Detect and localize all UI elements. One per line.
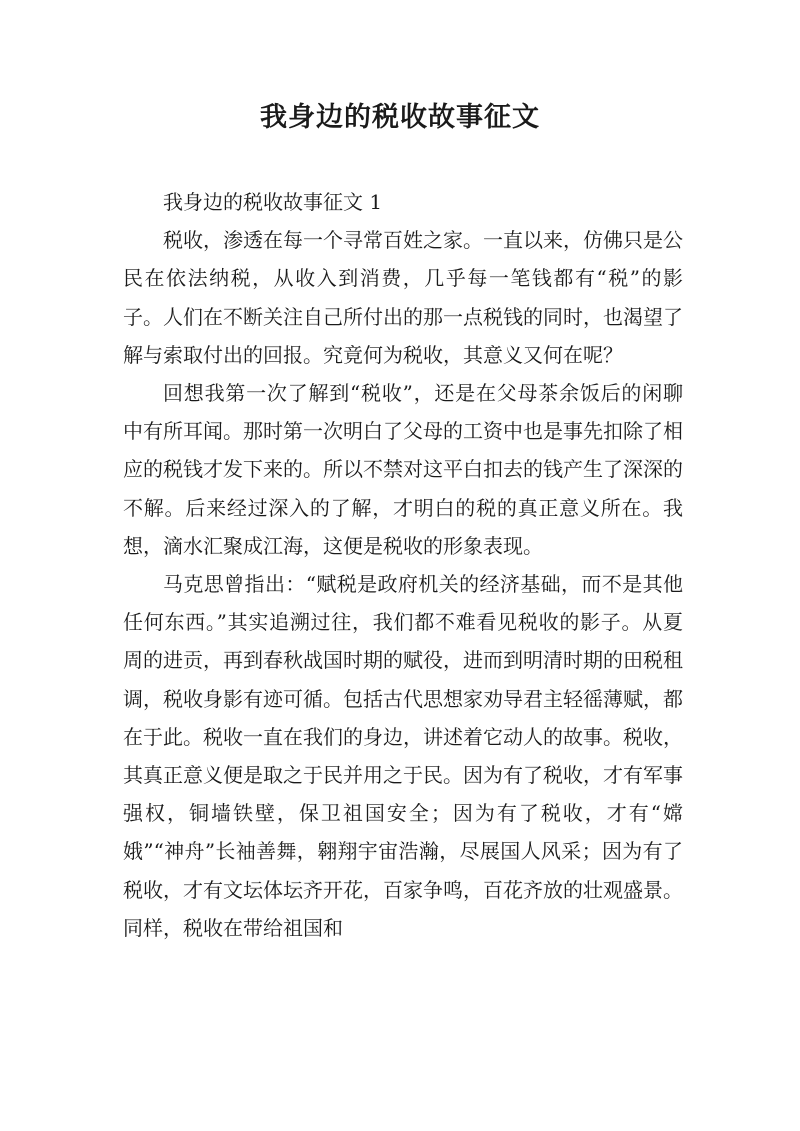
paragraph-3: 马克思曾指出：“赋税是政府机关的经济基础，而不是其他任何东西。”其实追溯过往，我们都不难看见税收的影子。从夏周的进贡，再到春秋战国时期的赋役，进而到明清时期的田税租调，税收身影有迹可循。包括古代思想家劝导君主轻徭薄赋，都在于此。税收一直在我们的身边，讲述着它动人的故事。税收，其真正意义便是取之于民并用之于民。因为有了税收，才有军事强权，铜墙铁壁，保卫祖国安全；因为有了税收，才有“嫦娥”“神舟”长袖善舞，翱翔宇宙浩瀚，尽展国人风采；因为有了税收，才有文坛体坛齐开花，百家争鸣，百花齐放的壮观盛景。同样，税收在带给祖国和 <box>123 572 683 940</box>
paragraph-1: 税收，渗透在每一个寻常百姓之家。一直以来，仿佛只是公民在依法纳税，从收入到消费，几乎每一笔钱都有“税”的影子。人们在不断关注自己所付出的那一点税钱的同时，也渴望了解与索取付出的回报。究竟何为税收，其意义又何在呢？ <box>123 228 683 367</box>
paragraph-2: 回想我第一次了解到“税收”，还是在父母茶余饭后的闲聊中有所耳闻。那时第一次明白了父母的工资中也是事先扣除了相应的税钱才发下来的。所以不禁对这平白扣去的钱产生了深深的不解。后来经过深入的了解，才明白的税的真正意义所在。我想，滴水汇聚成江海，这便是税收的形象表现。 <box>123 381 683 558</box>
section-heading: 我身边的税收故事征文 1 <box>163 190 383 214</box>
document-body <box>123 183 683 947</box>
document-title: 我身边的税收故事征文 <box>260 102 540 133</box>
